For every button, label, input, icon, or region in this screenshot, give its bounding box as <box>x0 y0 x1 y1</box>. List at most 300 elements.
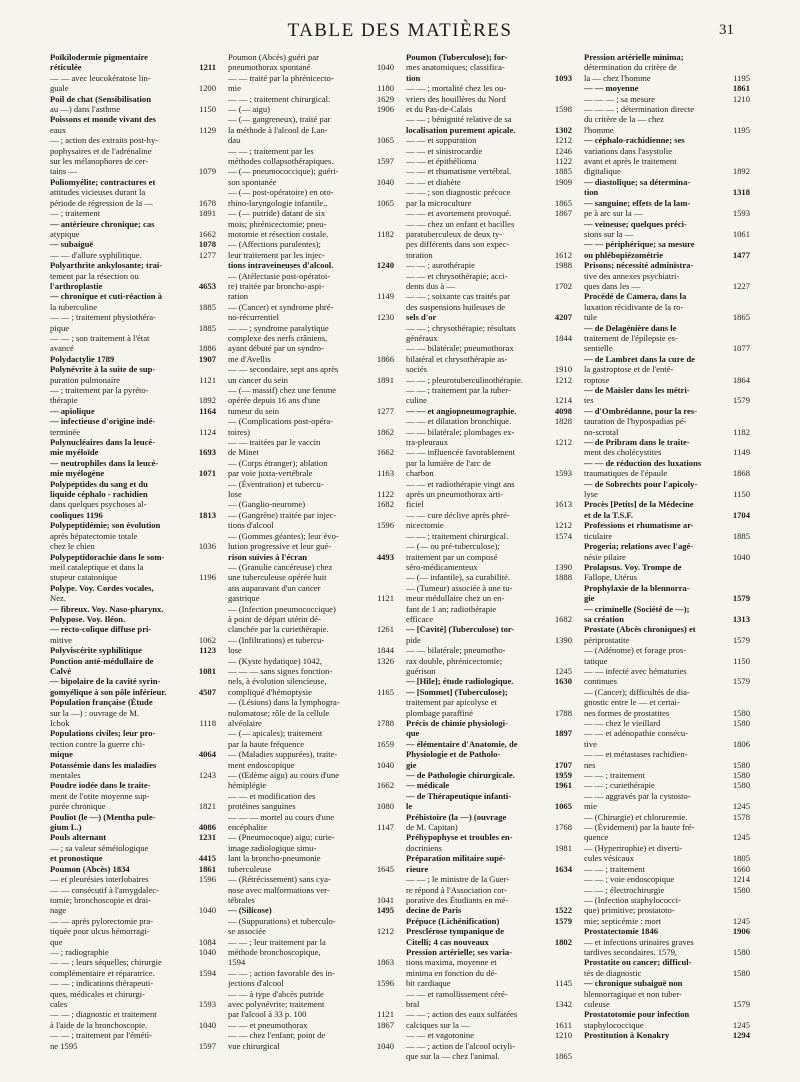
index-entry-text: et du Pas-de-Calais <box>406 104 473 115</box>
index-entry-text: pe à arc sur la — <box>584 208 643 219</box>
index-entry <box>228 583 394 593</box>
index-entry-text: mie myéloïde <box>50 447 99 458</box>
index-entry-page: 1897 <box>554 728 572 739</box>
index-entry-page: 1147 <box>377 822 394 833</box>
index-entry <box>406 83 572 93</box>
index-entry <box>50 260 216 270</box>
index-entry <box>228 687 394 697</box>
index-entry <box>50 323 216 333</box>
index-entry <box>406 479 572 489</box>
index-entry-text: — (Infection staphylococci- <box>584 894 681 905</box>
index-entry <box>50 614 216 624</box>
index-entry <box>50 73 216 83</box>
index-entry-text: — (— infantile), sa curabilité. <box>406 572 511 583</box>
index-entry <box>584 572 750 582</box>
index-entry-page: 1678 <box>198 197 216 208</box>
index-entry <box>584 687 750 697</box>
index-entry <box>50 552 216 562</box>
index-entry-page: 1129 <box>199 124 216 135</box>
index-entry-page: 1906 <box>376 104 394 115</box>
index-entry-text: Poissons et monde vivant des <box>50 114 156 125</box>
index-entry <box>228 864 394 874</box>
index-entry <box>584 624 750 634</box>
index-entry <box>50 83 216 93</box>
index-entry-page: 1081 <box>198 665 216 676</box>
index-entry-page: 1182 <box>733 426 750 437</box>
index-entry-text: — — ; diagnostic et traitement <box>50 1009 157 1020</box>
index-entry <box>406 281 572 291</box>
index-entry-page: 1885 <box>554 166 572 177</box>
index-entry <box>584 885 750 895</box>
index-entry <box>50 1041 216 1051</box>
index-entry-text: Progeria; relations avec l'agé- <box>584 541 694 552</box>
index-entry-page: 1149 <box>377 291 394 302</box>
index-entry-text: image radiologique simu- <box>228 842 317 853</box>
index-entry <box>406 250 572 260</box>
index-entry-page: 1821 <box>198 801 216 812</box>
index-entry <box>228 531 394 541</box>
index-entry-text: réticulée <box>50 62 82 73</box>
index-entry-text: — (Gangrène) traitée par injec- <box>228 509 337 520</box>
index-entry-text: — (— putride) datant de six <box>228 208 326 219</box>
index-entry-text: localisation purement apicale. <box>406 124 516 135</box>
index-entry-text: re) traitée par broncho-aspi- <box>228 280 325 291</box>
index-entry <box>228 114 394 124</box>
index-entry-text: charbon <box>406 468 434 479</box>
index-entry <box>228 427 394 437</box>
index-entry <box>50 135 216 145</box>
index-entry <box>406 437 572 447</box>
index-entry <box>228 208 394 218</box>
index-entry-text: mie <box>584 801 597 812</box>
index-entry-text: docriniens <box>406 842 442 853</box>
index-entry-text: — — bilatérale; pneumothorax <box>406 343 514 354</box>
index-entry <box>406 94 572 104</box>
index-entry <box>406 114 572 124</box>
index-entry-page: 1277 <box>376 405 394 416</box>
index-entry <box>584 125 750 135</box>
index-entry <box>584 1030 750 1040</box>
index-entry-page: 1865 <box>554 197 572 208</box>
index-entry-page: 1867 <box>376 1019 394 1030</box>
index-entry-text: — (Ganglio-neurome) <box>228 499 306 510</box>
index-entry <box>50 458 216 468</box>
index-entry <box>584 832 750 842</box>
index-entry <box>50 364 216 374</box>
index-entry <box>584 260 750 270</box>
index-entry <box>228 343 394 353</box>
index-entry-text: — — ; leur traitement par la <box>228 936 326 947</box>
index-entry <box>228 739 394 749</box>
index-entry-text: — fibreux. Voy. Naso-pharynx. <box>50 603 164 614</box>
index-entry-page: 1865 <box>554 1051 572 1061</box>
index-entry <box>50 416 216 426</box>
index-entry-page: 1245 <box>732 832 750 843</box>
index-entry <box>228 198 394 208</box>
index-entry-text: bral <box>406 998 420 1009</box>
index-entry-text: Population française (Étude <box>50 697 153 708</box>
index-entry-text: roptose <box>584 374 610 385</box>
index-entry-page: 1036 <box>198 541 216 552</box>
index-entry <box>50 198 216 208</box>
index-entry-text: mie myélogène <box>50 468 105 479</box>
index-entry-text: Potassémie dans les maladies <box>50 759 157 770</box>
index-entry <box>228 708 394 718</box>
index-entry <box>406 739 572 749</box>
index-entry <box>50 978 216 988</box>
index-entry <box>584 281 750 291</box>
index-entry-text: — de Sobrechts pour l'apicoly- <box>584 478 698 489</box>
index-entry <box>228 676 394 686</box>
index-entry-text: thérapie <box>50 395 78 406</box>
index-entry-text: ment endoscopique <box>228 759 295 770</box>
index-entry-page: 1593 <box>554 468 572 479</box>
index-entry <box>584 385 750 395</box>
index-entry-page: 1245 <box>554 665 572 676</box>
index-entry-page: 1813 <box>198 509 216 520</box>
index-entry <box>228 62 394 72</box>
index-column-3 <box>406 52 572 1072</box>
index-entry <box>584 458 750 468</box>
index-entry <box>584 614 750 624</box>
index-entry-text: decine de Paris <box>406 905 462 916</box>
index-entry <box>406 822 572 832</box>
index-entry-text: — — et sinistrocardie <box>406 145 483 156</box>
index-entry-page: 1662 <box>376 447 394 458</box>
index-entry-text: — — à type d'abcès putride <box>228 988 324 999</box>
index-entry-text: — — — mortel au cours d'une <box>228 811 335 822</box>
index-entry <box>228 832 394 842</box>
index-entry-text: gnostic entre le — et certai- <box>584 697 680 708</box>
index-entry-text: — — et adénopathie consécu- <box>584 728 689 739</box>
index-entry <box>228 780 394 790</box>
index-entry-page: 1662 <box>376 780 394 791</box>
index-entry-text: efficace <box>406 613 434 624</box>
index-entry <box>406 708 572 718</box>
index-entry-text: périprostatite <box>584 634 630 645</box>
index-entry <box>228 250 394 260</box>
index-entry-text: quence <box>584 832 609 843</box>
index-entry-text: liquide céphalo - rachidien <box>50 489 148 500</box>
index-entry-page: 1828 <box>554 416 572 427</box>
index-entry-text: sociés <box>406 364 428 375</box>
index-entry-text: lyse <box>584 489 598 500</box>
index-entry-text: — sanguine; effets de la lam- <box>584 197 691 208</box>
index-entry <box>50 1009 216 1019</box>
index-entry <box>406 520 572 530</box>
index-entry <box>50 905 216 915</box>
index-entry <box>406 832 572 842</box>
index-entry-page: 1122 <box>555 156 572 167</box>
index-entry <box>406 375 572 385</box>
index-entry-text: leur traitement par les injec- <box>228 249 325 260</box>
index-entry-text: — (Infection pneumococcique) <box>228 603 336 614</box>
index-entry-text: — médicale <box>406 780 450 791</box>
index-entry-text: — (Lésions) dans la lymphogra- <box>228 697 340 708</box>
index-entry-page: 1981 <box>554 842 572 853</box>
index-entry <box>50 749 216 759</box>
index-entry <box>584 697 750 707</box>
index-entry-text: Poïkilodermie pigmentaire <box>50 52 148 62</box>
index-entry <box>406 146 572 156</box>
index-entry <box>584 427 750 437</box>
index-entry <box>50 302 216 312</box>
index-entry-page: 1579 <box>732 593 750 604</box>
index-entry-text: nels, à évolution silencieuse, <box>228 676 327 687</box>
index-entry-text: 1594 <box>228 957 246 968</box>
index-entry <box>50 343 216 353</box>
index-entry-page: 1805 <box>732 853 750 864</box>
index-entry <box>584 94 750 104</box>
index-entry-text: — — et métastases rachidien- <box>584 749 688 760</box>
index-entry-text: Prostate (Abcès chroniques) et <box>584 624 696 635</box>
index-entry <box>228 749 394 759</box>
index-entry <box>228 624 394 634</box>
index-entry <box>228 187 394 197</box>
index-entry-text: puration pulmonaire <box>50 374 120 385</box>
index-entry-text: — — bilatérale; plombages ex- <box>406 426 515 437</box>
index-entry-text: — (— pneumococcique); guéri- <box>228 166 339 177</box>
index-entry-page: 1863 <box>376 957 394 968</box>
index-entry-page: 1885 <box>732 530 750 541</box>
index-entry <box>228 406 394 416</box>
index-entry <box>228 1041 394 1051</box>
index-entry-text: toration <box>406 249 433 260</box>
index-entry-page: 1597 <box>198 1040 216 1051</box>
index-entry-text: sentielle <box>584 343 613 354</box>
index-entry <box>406 656 572 666</box>
index-entry <box>406 260 572 270</box>
index-entry-page: 1593 <box>732 208 750 219</box>
index-entry-page: 1862 <box>376 426 394 437</box>
index-entry-text: attitudes vicieuses durant la <box>50 187 146 198</box>
index-entry-text: — — et épithélioma <box>406 156 477 167</box>
index-entry-page: 1580 <box>732 780 750 791</box>
index-entry-text: bit cardiaque <box>406 978 451 989</box>
index-entry-page: 1084 <box>198 936 216 947</box>
index-entry <box>584 676 750 686</box>
index-entry <box>406 552 572 562</box>
index-entry-page: 1682 <box>554 613 572 624</box>
index-entry <box>406 458 572 468</box>
index-entry-text: Préhypophyse et troubles en- <box>406 832 513 843</box>
index-entry <box>406 385 572 395</box>
index-entry-text: — — ; pleurotuberculinothérapie. <box>406 374 523 385</box>
index-entry <box>228 593 394 603</box>
index-entry <box>228 437 394 447</box>
index-entry-text: stupeur catatonique <box>50 572 118 583</box>
index-entry-text: continues <box>584 676 617 687</box>
index-entry-text: nose avec malformations ver- <box>228 884 330 895</box>
index-entry-text: — (Œdème aigu) au cours d'une <box>228 770 340 781</box>
index-entry-page: 1121 <box>199 374 216 385</box>
index-entry-text: Pression artérielle minima; <box>584 52 684 62</box>
index-entry-page: 1865 <box>732 312 750 323</box>
index-entry <box>406 187 572 197</box>
index-entry <box>50 874 216 884</box>
index-entry-text: — — et avortement provoqué. <box>406 208 512 219</box>
index-entry <box>228 728 394 738</box>
index-entry-page: 4415 <box>198 853 216 864</box>
index-entry <box>50 999 216 1009</box>
index-entry-text: tion <box>406 72 421 83</box>
index-entry-text: que) primitive; prostatoto- <box>584 905 675 916</box>
index-entry-text: Polyarthrite ankylosante; trai- <box>50 260 163 271</box>
index-entry <box>584 187 750 197</box>
index-entry <box>50 583 216 593</box>
index-entry-text: pide <box>406 634 421 645</box>
index-entry <box>406 1041 572 1051</box>
index-entry <box>584 437 750 447</box>
index-entry-text: pneumothorax spontané <box>228 62 311 73</box>
index-entry-text: plombage paraffiné <box>406 707 473 718</box>
index-entry-text: que <box>50 936 63 947</box>
index-entry-page: 1313 <box>732 613 750 624</box>
index-entry <box>50 541 216 551</box>
index-entry-page: 1659 <box>376 738 394 749</box>
index-entry <box>406 770 572 780</box>
index-entry-page: 1277 <box>198 249 216 260</box>
index-entry <box>406 562 572 572</box>
index-entry-page: 1598 <box>554 104 572 115</box>
index-entry <box>406 531 572 541</box>
index-entry <box>50 989 216 999</box>
index-entry <box>584 499 750 509</box>
index-entry-text: — (Tumeur) associée à une tu- <box>406 582 513 593</box>
index-entry-text: vriers des houillères du Nord <box>406 93 506 104</box>
index-entry-page: 1040 <box>376 759 394 770</box>
index-entry-text: ou phlébopiézométrie <box>584 249 664 260</box>
index-entry <box>228 812 394 822</box>
index-entry-text: ayant débuté par un syndro- <box>228 343 324 354</box>
index-entry-text: Prolapsus. Voy. Trompe de <box>584 561 682 572</box>
index-entry <box>228 135 394 145</box>
index-entry <box>406 978 572 988</box>
index-entry-text: tions intraveineuses d'alcool. <box>228 260 334 271</box>
index-entry-page: 1122 <box>377 489 394 500</box>
index-entry-text: — antérieure chronique; cas <box>50 218 155 229</box>
index-entry <box>50 801 216 811</box>
index-entry <box>50 271 216 281</box>
index-entry-text: après hépatectomie totale <box>50 530 138 541</box>
index-entry-text: — (— post-opératoire) en oto- <box>228 187 334 198</box>
index-entry-page: 1214 <box>732 874 750 885</box>
index-entry <box>584 73 750 83</box>
index-column-1 <box>50 52 216 1072</box>
index-entry-text: Polynucléaires dans la leucé- <box>50 437 156 448</box>
index-entry <box>584 343 750 353</box>
index-entry-text: ment de l'otite moyenne sup- <box>50 790 150 801</box>
index-entry-text: — (Hypertrophie) et diverti- <box>584 842 683 853</box>
index-entry-text: Préparation militaire supé- <box>406 853 506 864</box>
index-entry-text: — — traitées par le vaccin <box>228 437 321 448</box>
index-entry <box>228 822 394 832</box>
index-entry <box>584 853 750 863</box>
index-entry-page: 1040 <box>198 1019 216 1030</box>
index-entry <box>406 166 572 176</box>
index-entry <box>50 52 216 62</box>
index-entry-text: ration <box>228 291 249 302</box>
index-entry-text: no-récurrentiel <box>228 312 280 323</box>
index-entry <box>584 156 750 166</box>
index-entry-page: 1294 <box>732 1030 750 1041</box>
index-entry-page: 1844 <box>554 332 572 343</box>
index-entry <box>50 822 216 832</box>
index-entry <box>584 229 750 239</box>
index-entry-text: — de Delagénière dans le <box>584 322 677 333</box>
index-entry-text: staphylococcique <box>584 1019 644 1030</box>
index-entry <box>406 968 572 978</box>
index-entry-text: se associée <box>228 926 266 937</box>
index-entry <box>50 156 216 166</box>
index-entry-text: — — ; traitement physiothéra- <box>50 312 156 323</box>
index-entry <box>406 697 572 707</box>
index-entry-page: 1212 <box>554 135 572 146</box>
index-entry-text: complexe des nerfs crâniens, <box>228 332 328 343</box>
index-entry-page: 1118 <box>199 718 216 728</box>
index-entry-text: jections d'alcool <box>228 978 284 989</box>
index-entry-page: 1195 <box>733 124 750 135</box>
index-entry <box>406 635 572 645</box>
index-entry <box>406 624 572 634</box>
index-entry-text: guale <box>50 83 69 94</box>
index-entry-page: 1149 <box>733 447 750 458</box>
index-entry <box>50 770 216 780</box>
index-entry <box>406 271 572 281</box>
index-entry-page: 1390 <box>554 561 572 572</box>
index-entry-page: 1212 <box>554 520 572 531</box>
index-entry-text: mique <box>50 749 73 760</box>
index-entry <box>50 926 216 936</box>
index-entry <box>228 552 394 562</box>
index-entry <box>406 73 572 83</box>
index-entry <box>406 323 572 333</box>
index-entry <box>50 968 216 978</box>
index-entry-text: pophysaires et de l'adrénaline <box>50 145 152 156</box>
index-entry <box>406 1030 572 1040</box>
index-entry-text: — — ; action de l'alcool octyli- <box>406 1040 515 1051</box>
index-entry-page: 1707 <box>554 759 572 770</box>
index-entry-page: 1579 <box>554 915 572 926</box>
index-entry-text: protéines sanguines <box>228 801 296 812</box>
index-entry-text: que sur la — chez l'animal. <box>406 1051 500 1061</box>
index-entry-text: — diastolique; sa détermina- <box>584 176 691 187</box>
index-entry <box>406 125 572 135</box>
index-entry <box>406 1051 572 1061</box>
index-entry <box>406 468 572 478</box>
index-entry-text: de M. Capitan) <box>406 822 458 833</box>
index-entry-text: motomie et résection costale. <box>228 228 329 239</box>
index-entry-page: 1080 <box>376 801 394 812</box>
index-entry <box>584 1020 750 1030</box>
index-entry <box>584 916 750 926</box>
index-entry <box>228 229 394 239</box>
index-entry-page: 4653 <box>198 280 216 291</box>
index-entry-page: 1768 <box>554 822 572 833</box>
index-entry <box>228 395 394 405</box>
index-entry <box>584 770 750 780</box>
index-entry <box>406 156 572 166</box>
index-entry-page: 1121 <box>377 1009 394 1020</box>
index-entry-text: — — ; voie endoscopique <box>584 874 675 885</box>
index-entry-text: ne 1595 <box>50 1040 78 1051</box>
index-entry-text: Prostitution à Konakry <box>584 1030 670 1041</box>
index-entry-text: — — traité par la phrénicecto- <box>228 72 334 83</box>
index-entry-text: nes <box>584 759 596 770</box>
index-entry-text: culeuse <box>584 998 610 1009</box>
index-entry-text: guérison <box>406 665 436 676</box>
index-entry-text: gomyélique à son pôle inférieur. <box>50 686 167 697</box>
